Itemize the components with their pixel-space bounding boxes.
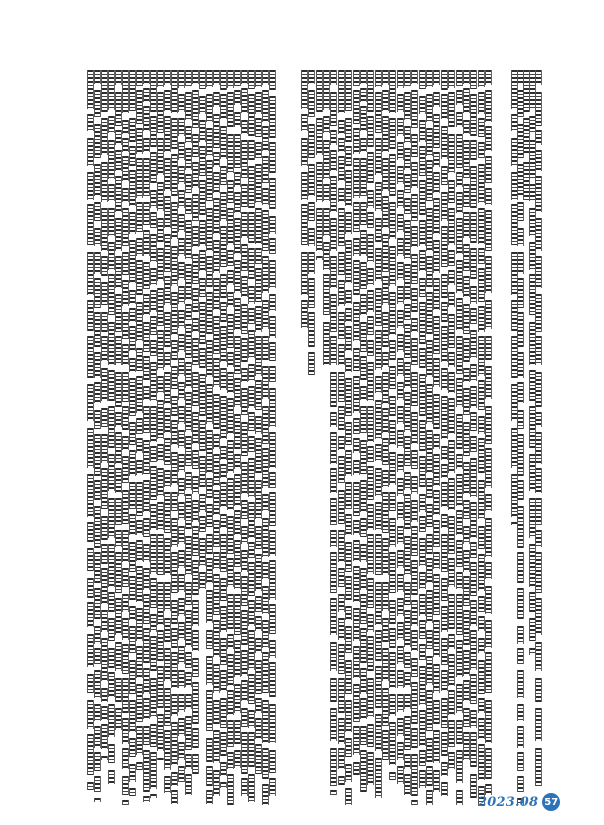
word-glyph	[330, 256, 337, 288]
word-glyph	[345, 738, 352, 757]
word-glyph	[485, 70, 492, 85]
word-glyph	[389, 202, 396, 239]
text-line	[388, 70, 396, 810]
word-glyph	[345, 700, 352, 732]
word-glyph	[470, 600, 477, 626]
text-line	[469, 70, 477, 810]
word-glyph	[269, 560, 276, 600]
word-glyph	[485, 188, 492, 205]
word-glyph	[535, 372, 542, 407]
word-glyph	[367, 678, 374, 717]
page-footer	[478, 792, 560, 812]
word-glyph	[470, 212, 477, 243]
word-glyph	[470, 166, 477, 208]
word-glyph	[433, 454, 440, 486]
word-glyph	[308, 90, 315, 117]
word-glyph	[433, 730, 440, 763]
word-glyph	[485, 700, 492, 743]
word-glyph	[389, 366, 396, 389]
word-glyph	[345, 378, 352, 416]
word-glyph	[308, 164, 315, 196]
word-glyph	[448, 314, 455, 348]
word-glyph	[433, 92, 440, 107]
word-glyph	[535, 498, 542, 525]
text-line	[432, 70, 440, 810]
word-glyph	[345, 146, 352, 166]
word-glyph	[389, 70, 396, 113]
word-glyph	[448, 70, 455, 88]
text-line	[307, 70, 315, 810]
word-glyph	[485, 126, 492, 151]
word-glyph	[485, 494, 492, 511]
word-glyph	[389, 154, 396, 196]
word-glyph	[345, 240, 352, 283]
word-glyph	[470, 774, 477, 798]
word-glyph	[330, 92, 337, 126]
word-glyph	[389, 552, 396, 593]
word-glyph	[535, 708, 542, 741]
word-glyph	[269, 704, 276, 743]
word-glyph	[433, 620, 440, 657]
word-glyph	[535, 92, 542, 126]
column-left	[86, 70, 276, 810]
word-glyph	[485, 518, 492, 557]
word-glyph	[367, 446, 374, 462]
word-glyph	[470, 286, 477, 304]
word-glyph	[448, 634, 455, 649]
word-glyph	[470, 94, 477, 136]
word-glyph	[330, 552, 337, 593]
word-glyph	[433, 664, 440, 693]
word-glyph	[367, 504, 374, 530]
word-glyph	[448, 558, 455, 587]
word-glyph	[345, 170, 352, 206]
word-glyph	[411, 288, 418, 312]
word-glyph	[433, 700, 440, 724]
word-glyph	[269, 662, 276, 697]
word-glyph	[535, 678, 542, 702]
word-glyph	[535, 642, 542, 671]
word-glyph	[433, 434, 440, 449]
word-glyph	[269, 492, 276, 526]
word-glyph	[367, 70, 374, 112]
word-glyph	[389, 600, 396, 624]
word-glyph	[411, 560, 418, 595]
word-glyph	[269, 342, 276, 361]
word-glyph	[308, 278, 315, 308]
word-glyph	[485, 366, 492, 399]
word-glyph	[330, 708, 337, 741]
word-glyph	[389, 628, 396, 648]
word-glyph	[448, 594, 455, 629]
word-glyph	[330, 176, 337, 212]
word-glyph	[389, 492, 396, 511]
word-glyph	[485, 256, 492, 293]
word-glyph	[411, 682, 418, 724]
word-glyph	[411, 450, 418, 469]
word-glyph	[269, 260, 276, 288]
text-line	[447, 70, 455, 810]
word-glyph	[330, 294, 337, 332]
word-glyph	[389, 722, 396, 765]
word-glyph	[448, 398, 455, 434]
word-glyph	[485, 90, 492, 122]
word-glyph	[389, 292, 396, 335]
text-line	[534, 70, 542, 810]
word-glyph	[535, 748, 542, 786]
word-glyph	[535, 412, 542, 427]
word-glyph	[411, 526, 418, 556]
word-glyph	[470, 308, 477, 324]
text-line	[484, 70, 492, 810]
word-glyph	[470, 674, 477, 704]
word-glyph	[470, 562, 477, 596]
word-glyph	[269, 472, 276, 488]
text-line	[410, 70, 418, 810]
word-glyph	[269, 778, 276, 796]
word-glyph	[345, 118, 352, 142]
word-glyph	[308, 202, 315, 221]
column-right	[510, 70, 542, 810]
word-glyph	[485, 406, 492, 444]
word-glyph	[345, 308, 352, 322]
page-number: 57	[542, 793, 560, 811]
word-glyph	[389, 340, 396, 360]
word-glyph	[411, 226, 418, 247]
word-glyph	[367, 212, 374, 228]
word-glyph	[330, 498, 337, 525]
word-glyph	[389, 518, 396, 547]
word-glyph	[389, 772, 396, 780]
word-glyph	[535, 336, 542, 365]
word-glyph	[448, 720, 455, 747]
word-glyph	[470, 542, 477, 558]
word-glyph	[330, 130, 337, 145]
word-glyph	[330, 218, 337, 251]
word-glyph	[448, 134, 455, 173]
word-glyph	[269, 604, 276, 634]
word-glyph	[470, 458, 477, 497]
word-glyph	[433, 574, 440, 615]
word-glyph	[367, 116, 374, 147]
word-glyph	[470, 710, 477, 728]
word-glyph	[330, 372, 337, 407]
word-glyph	[269, 70, 276, 90]
word-glyph	[389, 396, 396, 416]
word-glyph	[367, 234, 374, 262]
word-glyph	[345, 70, 352, 111]
word-glyph	[448, 690, 455, 715]
word-glyph	[448, 180, 455, 203]
word-glyph	[367, 578, 374, 608]
word-glyph	[433, 770, 440, 792]
word-glyph	[345, 482, 352, 509]
word-glyph	[269, 238, 276, 254]
word-glyph	[485, 336, 492, 360]
word-glyph	[330, 598, 337, 635]
word-glyph	[345, 422, 352, 445]
word-glyph	[308, 312, 315, 347]
word-glyph	[535, 256, 542, 288]
word-glyph	[448, 270, 455, 285]
word-glyph	[470, 732, 477, 767]
word-glyph	[535, 130, 542, 145]
word-glyph	[470, 364, 477, 381]
word-glyph	[448, 516, 455, 554]
word-glyph	[330, 432, 337, 464]
word-glyph	[470, 412, 477, 431]
word-glyph	[411, 134, 418, 157]
word-glyph	[411, 372, 418, 406]
word-glyph	[411, 754, 418, 796]
word-glyph	[269, 432, 276, 468]
word-glyph	[433, 552, 440, 569]
word-glyph	[448, 654, 455, 686]
column-middle	[300, 70, 492, 810]
word-glyph	[269, 142, 276, 173]
word-glyph	[448, 478, 455, 510]
word-glyph	[470, 140, 477, 160]
word-glyph	[411, 630, 418, 651]
word-glyph	[330, 530, 337, 547]
word-glyph	[485, 652, 492, 693]
word-glyph	[269, 640, 276, 658]
word-glyph	[330, 678, 337, 702]
word-glyph	[330, 150, 337, 171]
word-glyph	[389, 118, 396, 149]
word-glyph	[470, 330, 477, 358]
word-glyph	[411, 600, 418, 626]
word-glyph	[470, 502, 477, 538]
word-glyph	[269, 530, 276, 556]
word-glyph	[389, 694, 396, 716]
word-glyph	[308, 124, 315, 158]
word-glyph	[448, 92, 455, 127]
word-glyph	[411, 318, 418, 332]
word-glyph	[411, 194, 418, 221]
word-glyph	[535, 530, 542, 547]
word-glyph	[433, 520, 440, 547]
word-glyph	[345, 326, 352, 351]
word-glyph	[411, 90, 418, 128]
word-glyph	[433, 394, 440, 429]
word-glyph	[485, 586, 492, 614]
word-glyph	[269, 316, 276, 338]
word-glyph	[269, 750, 276, 773]
word-glyph	[345, 514, 352, 535]
word-glyph	[367, 534, 374, 574]
word-glyph	[411, 728, 418, 748]
word-glyph	[485, 748, 492, 779]
word-glyph	[330, 70, 337, 85]
word-glyph	[535, 70, 542, 85]
word-glyph	[345, 542, 352, 572]
word-glyph	[367, 316, 374, 335]
word-glyph	[448, 208, 455, 245]
word-glyph	[411, 476, 418, 494]
word-glyph	[433, 278, 440, 310]
word-glyph	[308, 228, 315, 246]
word-glyph	[345, 450, 352, 476]
word-glyph	[367, 152, 374, 183]
word-glyph	[367, 268, 374, 285]
word-glyph	[433, 358, 440, 387]
word-glyph	[535, 218, 542, 251]
word-glyph	[485, 210, 492, 251]
word-glyph	[470, 386, 477, 408]
word-glyph	[411, 500, 418, 522]
word-glyph	[389, 452, 396, 485]
word-glyph	[330, 790, 337, 795]
word-glyph	[535, 598, 542, 635]
word-glyph	[345, 764, 352, 782]
text-line	[366, 70, 374, 810]
word-glyph	[367, 724, 374, 747]
word-glyph	[448, 250, 455, 266]
word-glyph	[535, 432, 542, 464]
word-glyph	[345, 290, 352, 304]
word-glyph	[470, 248, 477, 279]
text-line	[344, 70, 352, 810]
word-glyph	[411, 70, 418, 84]
word-glyph	[308, 70, 315, 84]
word-glyph	[367, 362, 374, 401]
word-glyph	[411, 658, 418, 677]
word-glyph	[345, 358, 352, 372]
word-glyph	[433, 152, 440, 167]
word-glyph	[345, 576, 352, 600]
word-glyph	[308, 252, 315, 274]
word-glyph	[367, 752, 374, 785]
word-glyph	[535, 176, 542, 212]
word-glyph	[367, 636, 374, 671]
word-glyph	[433, 316, 440, 354]
word-glyph	[448, 292, 455, 307]
word-glyph	[345, 212, 352, 234]
word-glyph	[433, 490, 440, 515]
word-glyph	[433, 70, 440, 85]
word-glyph	[535, 150, 542, 171]
word-glyph	[433, 240, 440, 273]
word-glyph	[433, 172, 440, 193]
word-glyph	[470, 436, 477, 452]
word-glyph	[433, 114, 440, 148]
word-glyph	[389, 246, 396, 286]
word-glyph	[535, 294, 542, 332]
word-glyph	[345, 660, 352, 694]
word-glyph	[269, 366, 276, 382]
word-glyph	[448, 372, 455, 393]
word-glyph	[269, 96, 276, 138]
word-glyph	[411, 412, 418, 444]
word-glyph	[330, 642, 337, 671]
word-glyph	[448, 440, 455, 473]
word-glyph	[330, 412, 337, 427]
word-glyph	[411, 162, 418, 188]
word-glyph	[389, 420, 396, 445]
text-line	[268, 70, 276, 810]
word-glyph	[411, 254, 418, 284]
word-glyph	[367, 340, 374, 356]
word-glyph	[367, 614, 374, 632]
word-glyph	[485, 620, 492, 648]
word-glyph	[485, 156, 492, 183]
word-glyph	[535, 468, 542, 493]
word-glyph	[448, 352, 455, 367]
word-glyph	[470, 70, 477, 89]
word-glyph	[367, 466, 374, 500]
word-glyph	[330, 468, 337, 493]
word-glyph	[448, 752, 455, 769]
issue-date: 2023.08	[478, 794, 539, 810]
word-glyph	[367, 290, 374, 312]
word-glyph	[345, 606, 352, 620]
word-glyph	[535, 552, 542, 593]
word-glyph	[367, 190, 374, 208]
word-glyph	[411, 338, 418, 365]
word-glyph	[345, 626, 352, 653]
word-glyph	[470, 630, 477, 670]
word-glyph	[485, 562, 492, 579]
word-glyph	[269, 216, 276, 234]
text-line	[329, 70, 337, 810]
word-glyph	[269, 388, 276, 427]
word-glyph	[308, 352, 315, 375]
word-glyph	[345, 788, 352, 805]
word-glyph	[269, 294, 276, 311]
word-glyph	[367, 406, 374, 442]
word-glyph	[269, 178, 276, 209]
word-glyph	[485, 448, 492, 488]
word-glyph	[389, 652, 396, 688]
word-glyph	[330, 748, 337, 786]
word-glyph	[411, 800, 418, 805]
word-glyph	[330, 336, 337, 365]
word-glyph	[433, 198, 440, 234]
word-glyph	[485, 300, 492, 329]
